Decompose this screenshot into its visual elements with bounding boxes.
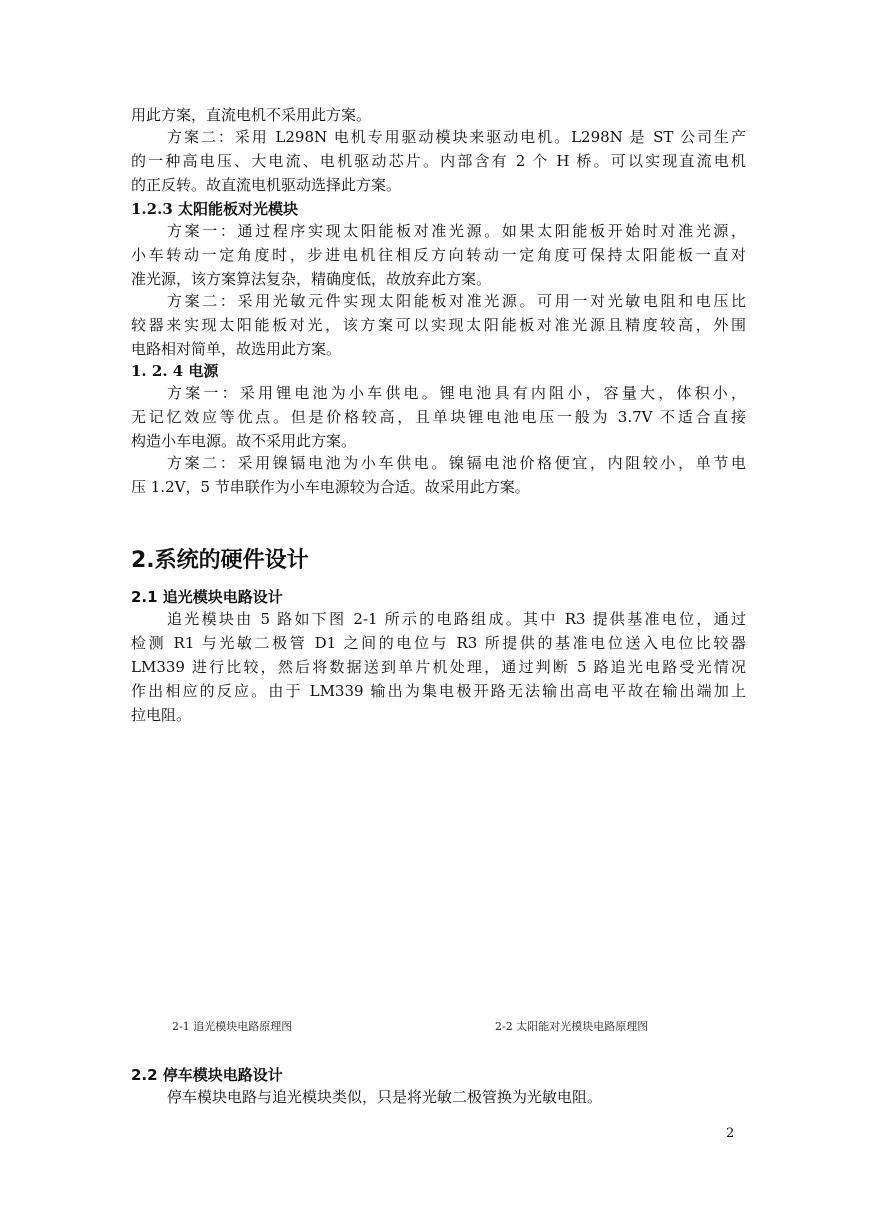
paragraph-line: 小车转动一定角度时，步进电机往相反方向转动一定角度可保持太阳能板一直对 (131, 246, 746, 264)
figure-caption-2-2: 2-2 太阳能对光模块电路原理图 (495, 1020, 649, 1033)
paragraph-line: 无记忆效应等优点。但是价格较高，且单块锂电池电压一般为 3.7V 不适合直接 (131, 408, 746, 426)
section-heading-1-2-3: 1.2.3 太阳能板对光模块 (131, 200, 298, 218)
section-heading-2-2: 2.2 停车模块电路设计 (131, 1066, 283, 1084)
paragraph-line: 方案二：采用镍镉电池为小车供电。镍镉电池价格便宜，内阻较小，单节电 (167, 454, 746, 472)
section-heading-1-2-4: 1. 2. 4 电源 (131, 362, 219, 380)
paragraph-line: 较器来实现太阳能板对光，该方案可以实现太阳能板对准光源且精度较高，外围 (131, 316, 746, 334)
paragraph-line: 方案二：采用光敏元件实现太阳能板对准光源。可用一对光敏电阻和电压比 (167, 292, 746, 310)
paragraph-line: 用此方案，直流电机不采用此方案。 (131, 106, 372, 124)
paragraph-line: 拉电阻。 (131, 706, 192, 724)
paragraph-line: 准光源，该方案算法复杂，精确度低，故放弃此方案。 (131, 270, 492, 288)
paragraph-line: 的正反转。故直流电机驱动选择此方案。 (131, 176, 402, 194)
paragraph-line: 作出相应的反应。由于 LM339 输出为集电极开路无法输出高电平故在输出端加上 (131, 682, 746, 700)
paragraph-line: 构造小车电源。故不采用此方案。 (131, 432, 357, 450)
paragraph-line: 停车模块电路与追光模块类似，只是将光敏二极管换为光敏电阻。 (167, 1088, 603, 1106)
paragraph-line: LM339 进行比较，然后将数据送到单片机处理，通过判断 5 路追光电路受光情况 (131, 658, 746, 676)
paragraph-line: 压 1.2V，5 节串联作为小车电源较为合适。故采用此方案。 (131, 478, 530, 496)
page-number: 2 (726, 1126, 735, 1141)
paragraph-line: 方案二：采用 L298N 电机专用驱动模块来驱动电机。L298N 是 ST 公司生产 (167, 128, 746, 146)
figure-area (131, 730, 746, 1010)
section-heading-2-1: 2.1 追光模块电路设计 (131, 588, 283, 606)
figure-caption-2-1: 2-1 追光模块电路原理图 (172, 1020, 293, 1033)
chapter-heading: 2.系统的硬件设计 (131, 548, 309, 573)
paragraph-line: 方案一：采用锂电池为小车供电。锂电池具有内阻小，容量大，体积小， (167, 384, 746, 402)
paragraph-line: 的一种高电压、大电流、电机驱动芯片。内部含有 2 个 H 桥。可以实现直流电机 (131, 152, 746, 170)
paragraph-line: 检测 R1 与光敏二极管 D1 之间的电位与 R3 所提供的基准电位送入电位比较器 (131, 634, 746, 652)
paragraph-line: 电路相对简单，故选用此方案。 (131, 340, 342, 358)
paragraph-line: 方案一：通过程序实现太阳能板对准光源。如果太阳能板开始时对准光源， (167, 222, 746, 240)
paragraph-line: 追光模块由 5 路如下图 2-1 所示的电路组成。其中 R3 提供基准电位，通过 (167, 610, 746, 628)
